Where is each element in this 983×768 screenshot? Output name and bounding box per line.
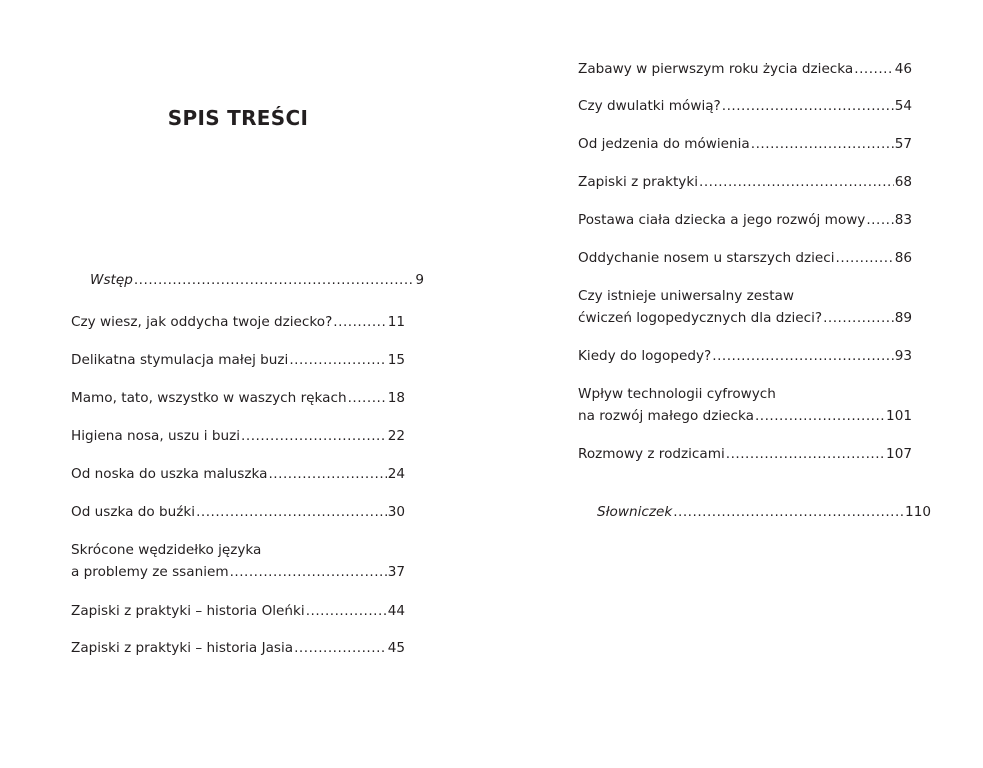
toc-entry-page: 89 [894, 310, 912, 326]
page-title: SPIS TREŚCI [167, 106, 309, 130]
dot-leader [230, 563, 387, 581]
toc-entry-title: Wstęp [90, 272, 133, 288]
toc-entry[interactable] [71, 389, 405, 407]
dot-leader [348, 389, 387, 407]
toc-entry-page: 30 [387, 504, 405, 520]
toc-entry-page: 9 [415, 272, 424, 288]
dot-leader [673, 503, 904, 521]
dot-leader [289, 351, 386, 369]
toc-entry-title: Od jedzenia do mówienia [578, 136, 750, 152]
toc-entry-title: Rozmowy z rodzicami [578, 446, 725, 462]
toc-entry-page: 15 [387, 352, 405, 368]
toc-entry-title: Oddychanie nosem u starszych dzieci [578, 250, 835, 266]
toc-entry-page: 24 [387, 466, 405, 482]
toc-entry[interactable] [578, 385, 912, 425]
toc-entry[interactable] [578, 173, 912, 191]
toc-entry[interactable] [71, 503, 405, 521]
toc-entry[interactable] [71, 541, 405, 581]
toc-entry[interactable] [71, 427, 405, 445]
toc-entry-page: 101 [886, 408, 912, 424]
toc-entry-page: 110 [905, 504, 931, 520]
toc-entry[interactable] [71, 639, 405, 657]
toc-entry[interactable] [578, 60, 912, 78]
toc-entry-page: 107 [886, 446, 912, 462]
toc-entry-page: 68 [894, 174, 912, 190]
toc-entry[interactable] [578, 135, 912, 153]
toc-entry-title: Skrócone wędzidełko języka [71, 542, 262, 558]
toc-entry-title: na rozwój małego dziecka [578, 408, 754, 424]
dot-leader [722, 97, 894, 115]
toc-entry[interactable] [578, 445, 912, 463]
toc-entry-page: 44 [387, 603, 405, 619]
dot-leader [836, 249, 894, 267]
toc-entry-title: Czy dwulatki mówią? [578, 98, 721, 114]
toc-entry-page: 86 [894, 250, 912, 266]
toc-entry-title: Słowniczek [597, 504, 673, 520]
toc-entry[interactable] [71, 602, 405, 620]
toc-entry-title: Higiena nosa, uszu i buzi [71, 428, 241, 444]
dot-leader [306, 602, 387, 620]
toc-entry[interactable] [71, 351, 405, 369]
toc-entry-page: 11 [387, 314, 405, 330]
toc-entry-title: Zapiski z praktyki [578, 174, 699, 190]
dot-leader [712, 347, 893, 365]
toc-entry[interactable] [71, 271, 424, 289]
toc-entry[interactable] [71, 465, 405, 483]
toc-entry-title: ćwiczeń logopedycznych dla dzieci? [578, 310, 823, 326]
toc-entry-page: 57 [894, 136, 912, 152]
dot-leader [726, 445, 885, 463]
toc-entry-page: 45 [387, 640, 405, 656]
toc-entry-title: Zapiski z praktyki – historia Jasia [71, 640, 294, 656]
toc-entry[interactable] [578, 211, 912, 229]
toc-entry-title: a problemy ze ssaniem [71, 564, 229, 580]
dot-leader [294, 639, 387, 657]
toc-entry-title: Czy istnieje uniwersalny zestaw [578, 288, 795, 304]
toc-entry-page: 46 [894, 61, 912, 77]
dot-leader [755, 407, 885, 425]
toc-entry-title: Delikatna stymulacja małej buzi [71, 352, 289, 368]
toc-entry-page: 18 [387, 390, 405, 406]
toc-entry-title: Od noska do uszka maluszka [71, 466, 268, 482]
toc-entry-page: 54 [894, 98, 912, 114]
dot-leader [241, 427, 387, 445]
toc-entry[interactable] [578, 503, 931, 521]
toc-entry-title: Od uszka do buźki [71, 504, 196, 520]
toc-entry[interactable] [578, 97, 912, 115]
dot-leader [854, 60, 893, 78]
toc-entry-page: 93 [894, 348, 912, 364]
toc-entry-title: Wpływ technologii cyfrowych [578, 386, 776, 402]
toc-entry-page: 83 [894, 212, 912, 228]
toc-entry-page: 22 [387, 428, 405, 444]
toc-entry[interactable] [578, 347, 912, 365]
dot-leader [699, 173, 894, 191]
dot-leader [866, 211, 893, 229]
dot-leader [196, 503, 387, 521]
toc-entry-title: Czy wiesz, jak oddycha twoje dziecko? [71, 314, 333, 330]
toc-entry[interactable] [71, 313, 405, 331]
toc-entry[interactable] [578, 287, 912, 327]
toc-entry-title: Zabawy w pierwszym roku życia dziecka [578, 61, 854, 77]
toc-entry-title: Mamo, tato, wszystko w waszych rękach [71, 390, 347, 406]
toc-entry-title: Kiedy do logopedy? [578, 348, 712, 364]
toc-entry-page: 37 [387, 564, 405, 580]
dot-leader [134, 271, 414, 289]
dot-leader [823, 309, 894, 327]
dot-leader [268, 465, 386, 483]
dot-leader [751, 135, 894, 153]
toc-entry-title: Zapiski z praktyki – historia Oleńki [71, 603, 305, 619]
dot-leader [333, 313, 386, 331]
toc-entry[interactable] [578, 249, 912, 267]
toc-entry-title: Postawa ciała dziecka a jego rozwój mowy [578, 212, 866, 228]
